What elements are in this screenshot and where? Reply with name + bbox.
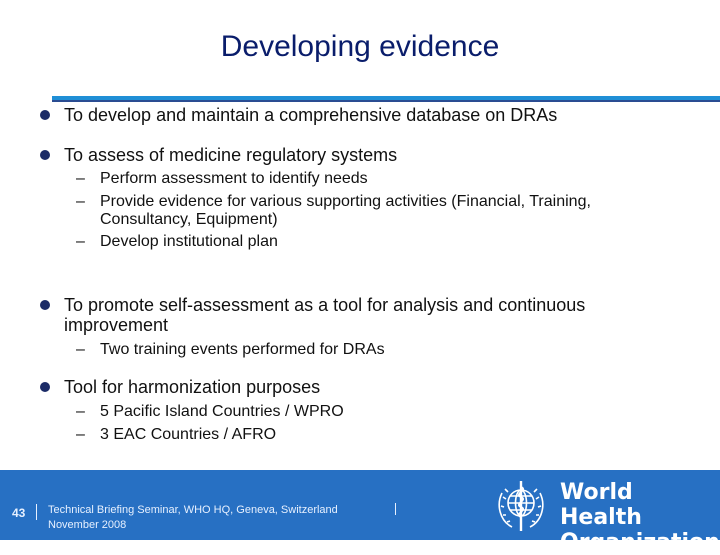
sub-text: Develop institutional plan xyxy=(100,233,278,250)
dash-icon: – xyxy=(76,170,85,187)
dash-icon: – xyxy=(76,193,85,210)
footer-bar xyxy=(0,470,720,555)
sub-item xyxy=(76,426,620,444)
bullet-dot-icon xyxy=(40,382,50,392)
sub-item xyxy=(76,403,620,421)
footer-divider xyxy=(36,504,37,520)
footer-divider xyxy=(395,503,396,515)
bullet-text: To develop and maintain a comprehensive database on DRAs xyxy=(64,105,558,125)
dash-icon: – xyxy=(76,233,85,250)
bullet-item xyxy=(40,145,684,165)
sub-text: Perform assessment to identify needs xyxy=(100,170,368,187)
bullet-text: To promote self-assessment as a tool for analysis and continuous improvement xyxy=(64,295,586,335)
dash-icon: – xyxy=(76,341,85,358)
bullet-item xyxy=(40,295,684,335)
bullet-dot-icon xyxy=(40,300,50,310)
who-wordmark xyxy=(560,480,720,555)
logo-line-2: Organization xyxy=(560,530,720,555)
logo-line-1: World Health xyxy=(560,480,642,530)
sub-item xyxy=(76,233,620,251)
dash-icon: – xyxy=(76,426,85,443)
footer-caption xyxy=(48,503,388,533)
page-title: Developing evidence xyxy=(220,30,500,63)
bullet-item xyxy=(40,377,684,397)
bullet-dot-icon xyxy=(40,110,50,120)
bullet-dot-icon xyxy=(40,150,50,160)
footer-line-2: November 2008 xyxy=(48,519,127,531)
bullet-text: Tool for harmonization purposes xyxy=(64,377,321,397)
footer-line-1: Technical Briefing Seminar, WHO HQ, Geneva, Switzerland xyxy=(48,504,338,516)
title-rule-shadow xyxy=(52,100,720,102)
page-number: 43 xyxy=(12,506,26,520)
sub-text: Two training events performed for DRAs xyxy=(100,341,385,358)
sub-item xyxy=(76,193,620,229)
who-emblem-icon xyxy=(492,475,550,535)
dash-icon: – xyxy=(76,403,85,420)
bullet-text: To assess of medicine regulatory systems xyxy=(64,145,398,165)
sub-text: Provide evidence for various supporting activities (Financial, Training, Consultancy, Equipment) xyxy=(100,193,591,228)
sub-item xyxy=(76,341,620,359)
sub-item xyxy=(76,170,620,188)
sub-text: 3 EAC Countries / AFRO xyxy=(100,426,277,443)
sub-text: 5 Pacific Island Countries / WPRO xyxy=(100,403,344,420)
bullet-item xyxy=(40,105,684,125)
